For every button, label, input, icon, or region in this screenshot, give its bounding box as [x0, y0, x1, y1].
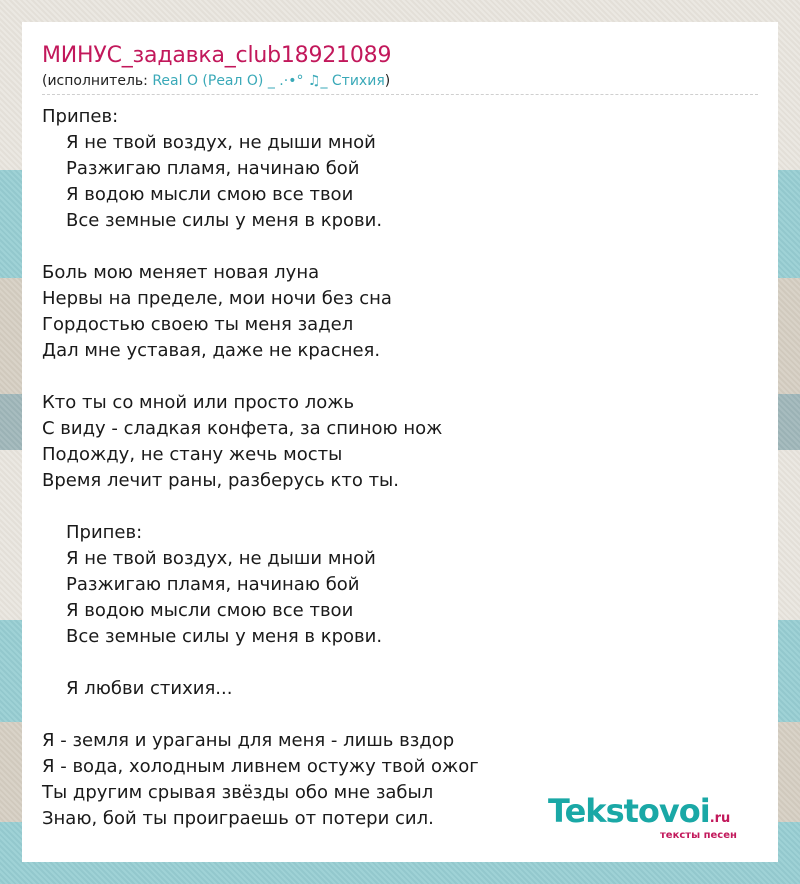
lyrics-line: Припев:: [66, 522, 143, 543]
lyrics-line: Знаю, бой ты проиграешь от потери сил.: [42, 808, 434, 829]
divider: [42, 94, 758, 95]
lyrics-line: Дал мне уставая, даже не краснея.: [42, 340, 381, 361]
lyrics-line: Кто ты со мной или просто ложь: [42, 392, 355, 413]
lyrics-text: [42, 104, 762, 832]
lyrics-blank-line: [42, 650, 762, 676]
logo-tld: .ru: [709, 811, 731, 826]
performer-prefix: (исполнитель:: [42, 73, 153, 89]
lyrics-line: Я водою мысли смою все твои: [66, 600, 354, 621]
lyrics-card: [22, 22, 778, 862]
lyrics-blank-line: [42, 364, 762, 390]
logo-tagline: тексты песен: [660, 830, 737, 841]
lyrics-line: Боль мою меняет новая луна: [42, 262, 320, 283]
lyrics-line: Подожду, не стану жечь мосты: [42, 444, 343, 465]
logo-name: Tekstovoi: [548, 792, 710, 830]
lyrics-line: Разжигаю пламя, начинаю бой: [66, 574, 360, 595]
lyrics-line: Все земные силы у меня в крови.: [66, 626, 383, 647]
lyrics-line: Припев:: [42, 106, 119, 127]
lyrics-line: Гордостью своею ты меня задел: [42, 314, 354, 335]
lyrics-line: Все земные силы у меня в крови.: [66, 210, 383, 231]
lyrics-blank-line: [42, 234, 762, 260]
lyrics-line: Я не твой воздух, не дыши мной: [66, 132, 376, 153]
lyrics-line: Я любви стихия...: [66, 678, 233, 699]
lyrics-line: Я не твой воздух, не дыши мной: [66, 548, 376, 569]
lyrics-line: Я водою мысли смою все твои: [66, 184, 354, 205]
lyrics-line: Я - вода, холодным ливнем остужу твой ожог: [42, 756, 479, 777]
lyrics-line: Нервы на пределе, мои ночи без сна: [42, 288, 392, 309]
lyrics-line: Разжигаю пламя, начинаю бой: [66, 158, 360, 179]
lyrics-line: Ты другим срывая звёзды обо мне забыл: [42, 782, 434, 803]
lyrics-blank-line: [42, 494, 762, 520]
lyrics-line: С виду - сладкая конфета, за спиною нож: [42, 418, 443, 439]
performer-line: [42, 73, 390, 89]
performer-suffix: ): [384, 73, 391, 89]
lyrics-line: Я - земля и ураганы для меня - лишь вздор: [42, 730, 455, 751]
performer-link[interactable]: Real O (Реал О) _ .·•° ♫_ Стихия: [152, 73, 385, 89]
song-title: МИНУС_задавка_club18921089: [42, 43, 392, 68]
lyrics-line: Время лечит раны, разберусь кто ты.: [42, 470, 399, 491]
site-logo[interactable]: [548, 792, 768, 842]
lyrics-blank-line: [42, 702, 762, 728]
